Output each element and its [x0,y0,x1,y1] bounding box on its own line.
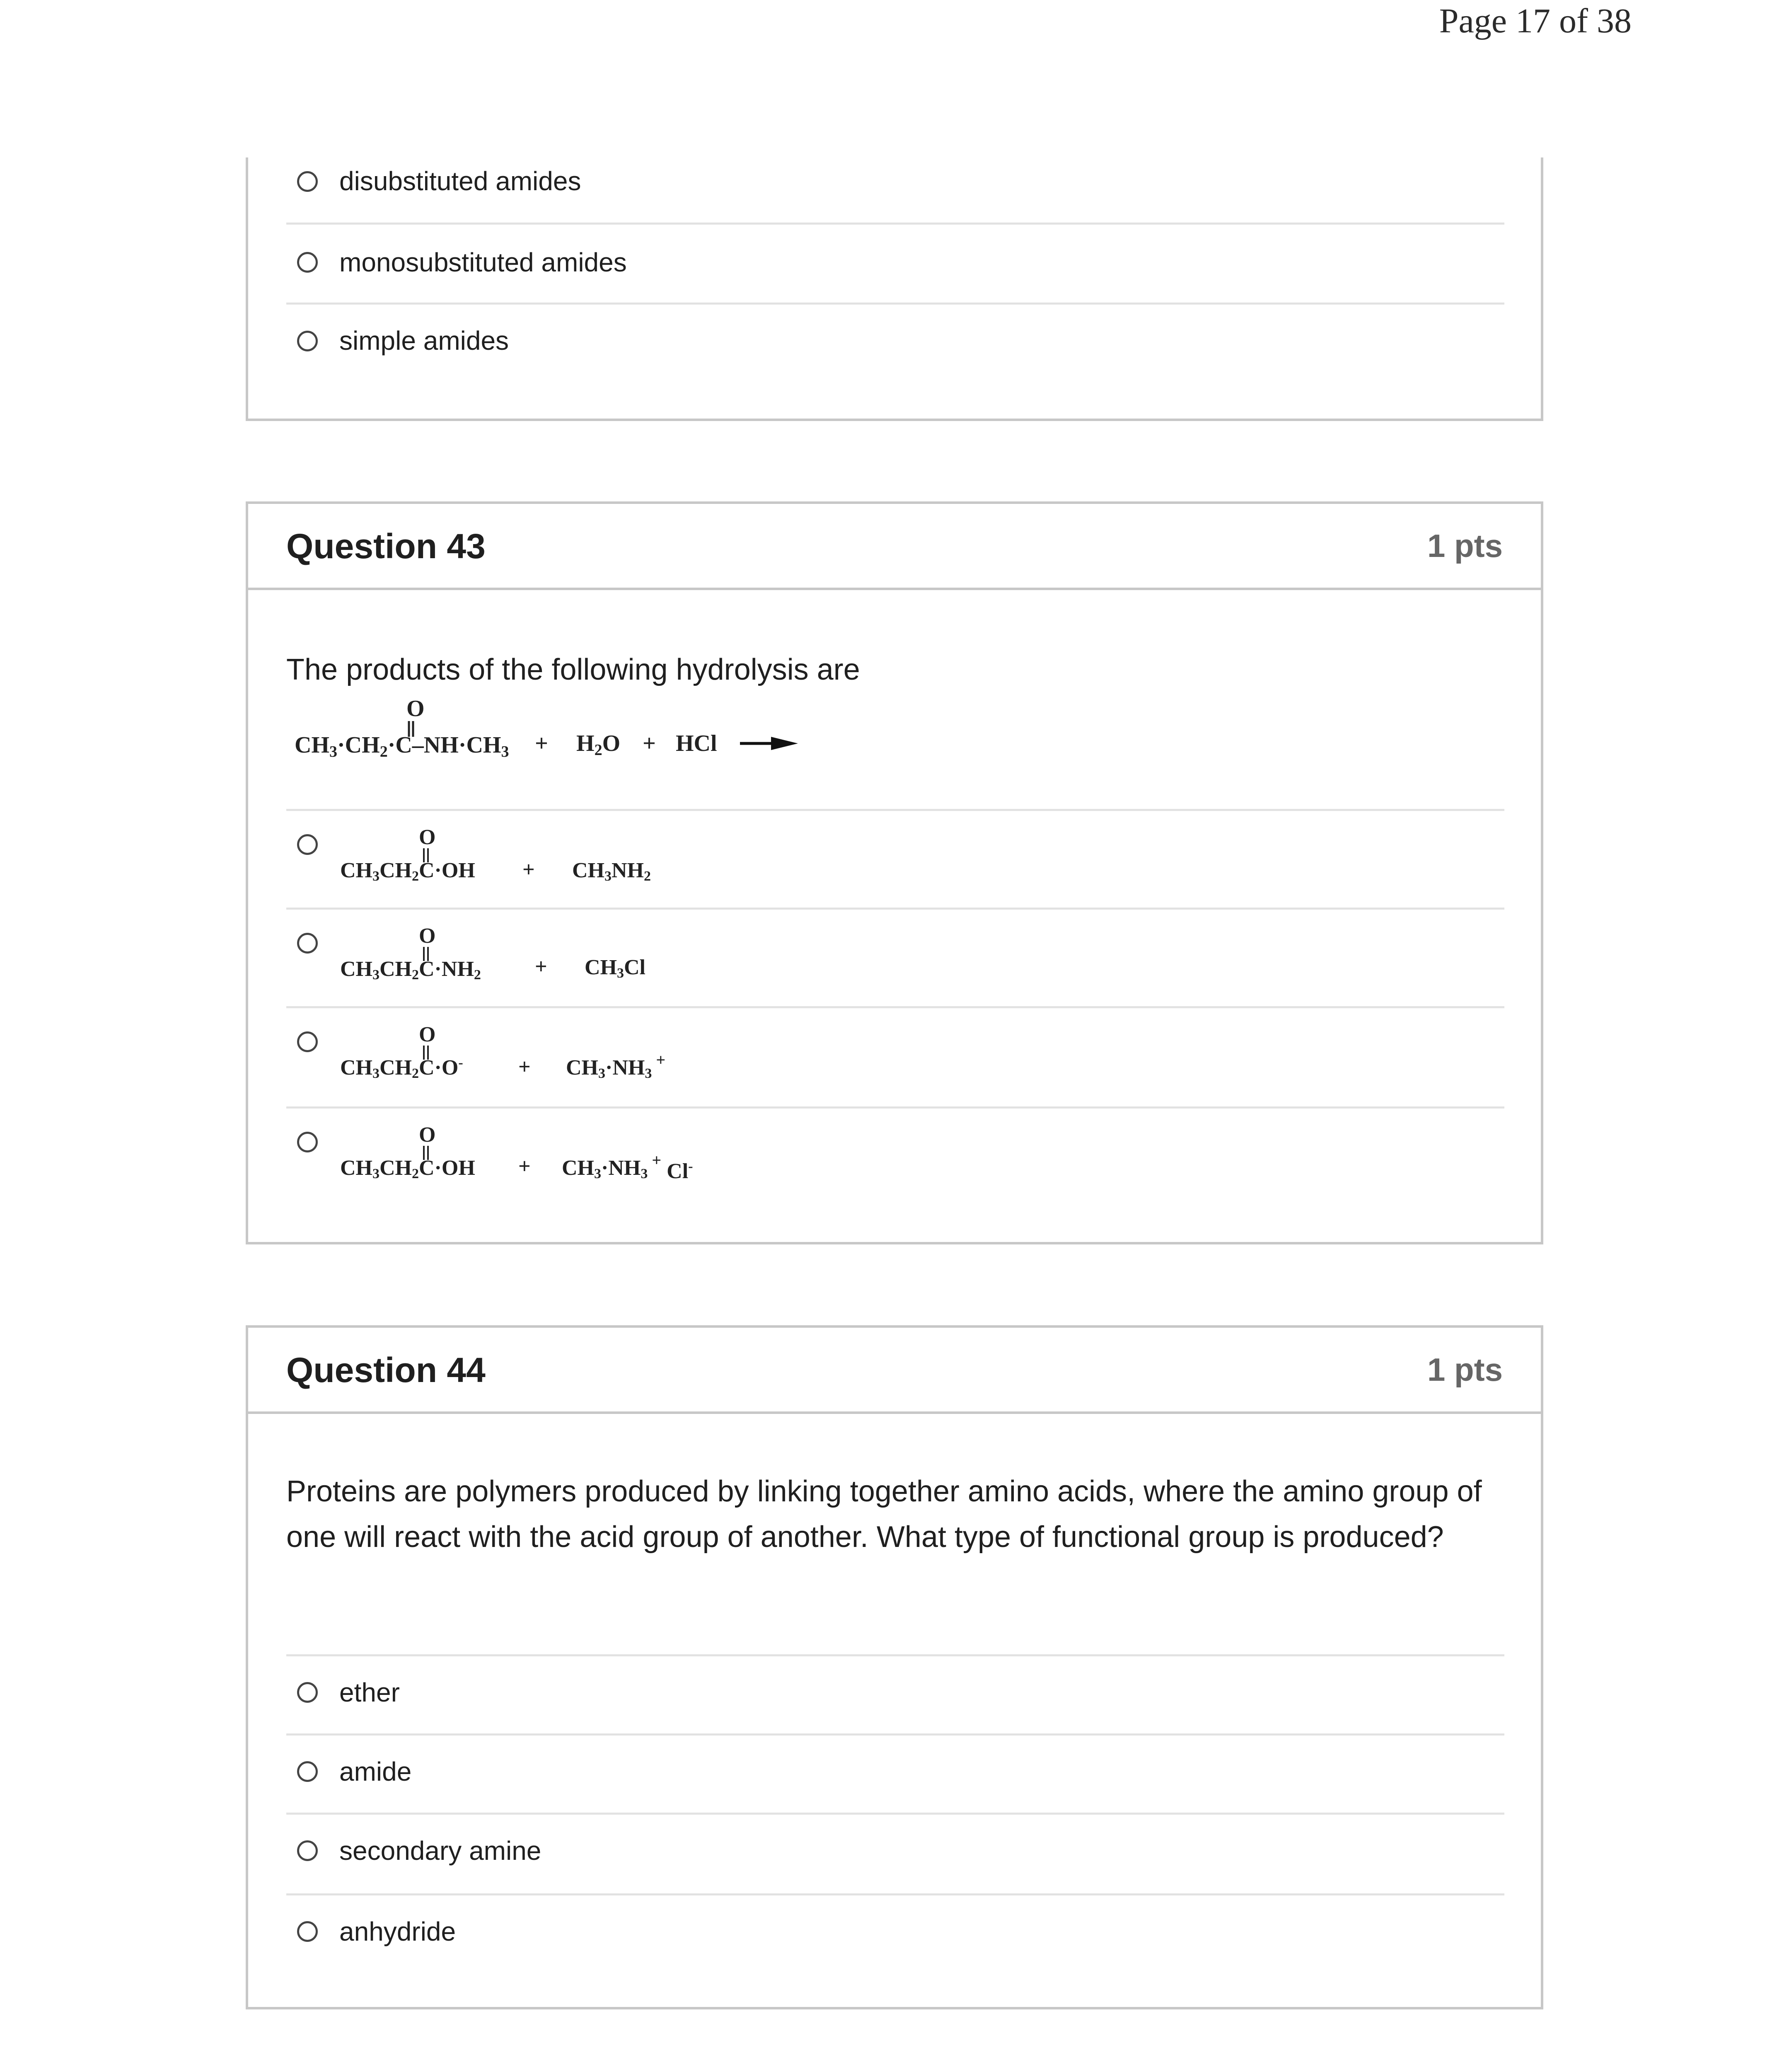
plus-sign: + [535,731,548,756]
svg-text:CH3·NH3 +: CH3·NH3 + [566,1051,666,1081]
answer-label: monosubstituted amides [339,247,627,277]
svg-text:+: + [518,1155,531,1178]
question-title: Question 44 [286,1351,486,1389]
svg-text:O: O [419,825,436,849]
svg-text:CH3·NH3 + Cl-: CH3·NH3 + Cl- [562,1151,693,1183]
question-card-44 [246,1325,1543,2009]
question-card-previous [246,157,1543,421]
svg-text:CH3Cl: CH3Cl [585,956,645,981]
radio-button[interactable] [297,1031,318,1052]
answer-list [286,809,1504,1204]
radio-button[interactable] [297,171,318,192]
answer-option[interactable] [286,1893,1504,1976]
answer-option[interactable] [286,157,1504,223]
arrow-head [771,737,798,750]
question-prompt: Proteins are polymers produced by linking together amino acids, where the amino group of one will react with the acid group of another. What type of functional group is produced? [286,1475,1482,1554]
svg-text:+: + [518,1055,531,1079]
answer-formula [336,819,709,902]
answer-option[interactable] [286,809,1504,908]
radio-button[interactable] [297,1921,318,1942]
answer-option[interactable] [286,223,1504,303]
question-header [248,504,1541,590]
question-header [248,1328,1541,1414]
question-card-43 [246,501,1543,1244]
svg-text:O: O [419,1123,436,1147]
radio-button[interactable] [297,1682,318,1703]
radio-button[interactable] [297,1132,318,1152]
carbonyl-oxygen: O [406,696,425,721]
answer-formula [336,1117,709,1200]
svg-text:+: + [535,955,547,978]
answer-label: secondary amine [339,1836,542,1866]
radio-button[interactable] [297,1840,318,1861]
answer-list [286,157,1504,381]
answer-label: amide [339,1757,412,1786]
radio-button[interactable] [297,1761,318,1782]
question-prompt: The products of the following hydrolysis are [286,653,860,686]
question-points: 1 pts [1427,1351,1503,1388]
answer-formula [336,918,709,1001]
answer-list [286,1654,1504,1976]
answer-label: simple amides [339,326,509,356]
answer-label: ether [339,1677,400,1707]
answer-option[interactable] [286,1106,1504,1204]
answer-option[interactable] [286,303,1504,381]
water-formula: H2O [576,731,621,759]
radio-button[interactable] [297,834,318,855]
page-number: Page 17 of 38 [1439,2,1632,40]
answer-option[interactable] [286,1006,1504,1106]
answer-label: anhydride [339,1917,456,1946]
answer-option[interactable] [286,1813,1504,1893]
radio-button[interactable] [297,331,318,351]
answer-label: disubstituted amides [339,166,581,196]
svg-text:CH3NH2: CH3NH2 [572,859,651,884]
answer-option[interactable] [286,908,1504,1006]
svg-text:O: O [419,1023,436,1046]
radio-button[interactable] [297,252,318,273]
answer-formula [336,1017,709,1099]
svg-text:CH3CH2C·NH2: CH3CH2C·NH2 [340,957,481,983]
answer-option[interactable] [286,1654,1504,1733]
svg-text:CH3CH2C·O-: CH3CH2C·O- [340,1055,463,1081]
question-title: Question 43 [286,527,486,566]
plus-sign: + [643,731,656,756]
svg-text:+: + [522,858,535,881]
reaction-equation [286,690,908,761]
reactant-formula: CH3·CH2·C–NH·CH3 [295,732,509,760]
answer-option[interactable] [286,1733,1504,1813]
svg-text:O: O [419,924,436,948]
svg-text:CH3CH2C·OH: CH3CH2C·OH [340,859,475,884]
radio-button[interactable] [297,933,318,954]
acid-formula: HCl [676,731,717,756]
svg-text:CH3CH2C·OH: CH3CH2C·OH [340,1156,475,1181]
question-points: 1 pts [1427,528,1503,564]
